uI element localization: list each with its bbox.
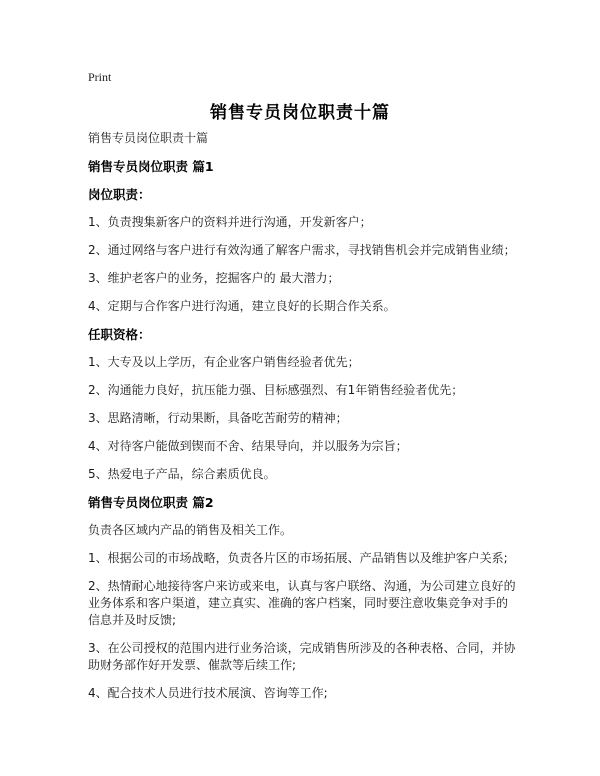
list-item: 1、负责搜集新客户的资料并进行沟通，开发新客户； — [88, 215, 372, 229]
document-body — [88, 130, 518, 713]
list-item: 4、对待客户能做到锲而不舍、结果导向，并以服务为宗旨； — [88, 439, 408, 453]
document-subtitle: 销售专员岗位职责十篇 — [88, 131, 209, 145]
list-item: 1、大专及以上学历，有企业客户销售经验者优先； — [88, 355, 360, 369]
page-title: 销售专员岗位职责十篇 — [210, 103, 390, 123]
list-item: 2、通过网络与客户进行有效沟通了解客户需求，寻找销售机会并完成销售业绩； — [88, 243, 516, 257]
section-intro: 负责各区域内产品的销售及相关工作。 — [88, 523, 293, 537]
list-item: 4、定期与合作客户进行沟通，建立良好的长期合作关系。 — [88, 299, 396, 313]
list-item: 3、维护老客户的业务，挖掘客户的 最大潜力； — [88, 271, 340, 285]
list-item: 4、配合技术人员进行技术展演、咨询等工作; — [88, 686, 328, 700]
list-item: 2、热情耐心地接待客户来访或来电，认真与客户联络、沟通，为公司建立良好的业务体系和客户渠道，建立真实、准确的客户档案，同时要注意收集竞争对手的信息并及时反馈; — [88, 579, 516, 627]
list-item: 2、沟通能力良好，抗压能力强、目标感强烈、有1年销售经验者优先； — [88, 383, 464, 397]
section-heading: 销售专员岗位职责 篇2 — [88, 495, 214, 510]
section-heading: 销售专员岗位职责 篇1 — [88, 159, 214, 174]
qualifications-heading: 任职资格： — [88, 327, 151, 342]
list-item: 5、热爱电子产品，综合素质优良。 — [88, 467, 276, 481]
list-item: 1、根据公司的市场战略，负责各片区的市场拓展、产品销售以及维护客户关系; — [88, 551, 508, 565]
list-item: 3、思路清晰，行动果断，具备吃苦耐劳的精神； — [88, 411, 348, 425]
print-label: Print — [88, 70, 112, 84]
duties-heading: 岗位职责： — [88, 187, 151, 202]
list-item: 3、在公司授权的范围内进行业务洽谈，完成销售所涉及的各种表格、合同，并协助财务部作好开发票、催款等后续工作; — [88, 641, 516, 672]
